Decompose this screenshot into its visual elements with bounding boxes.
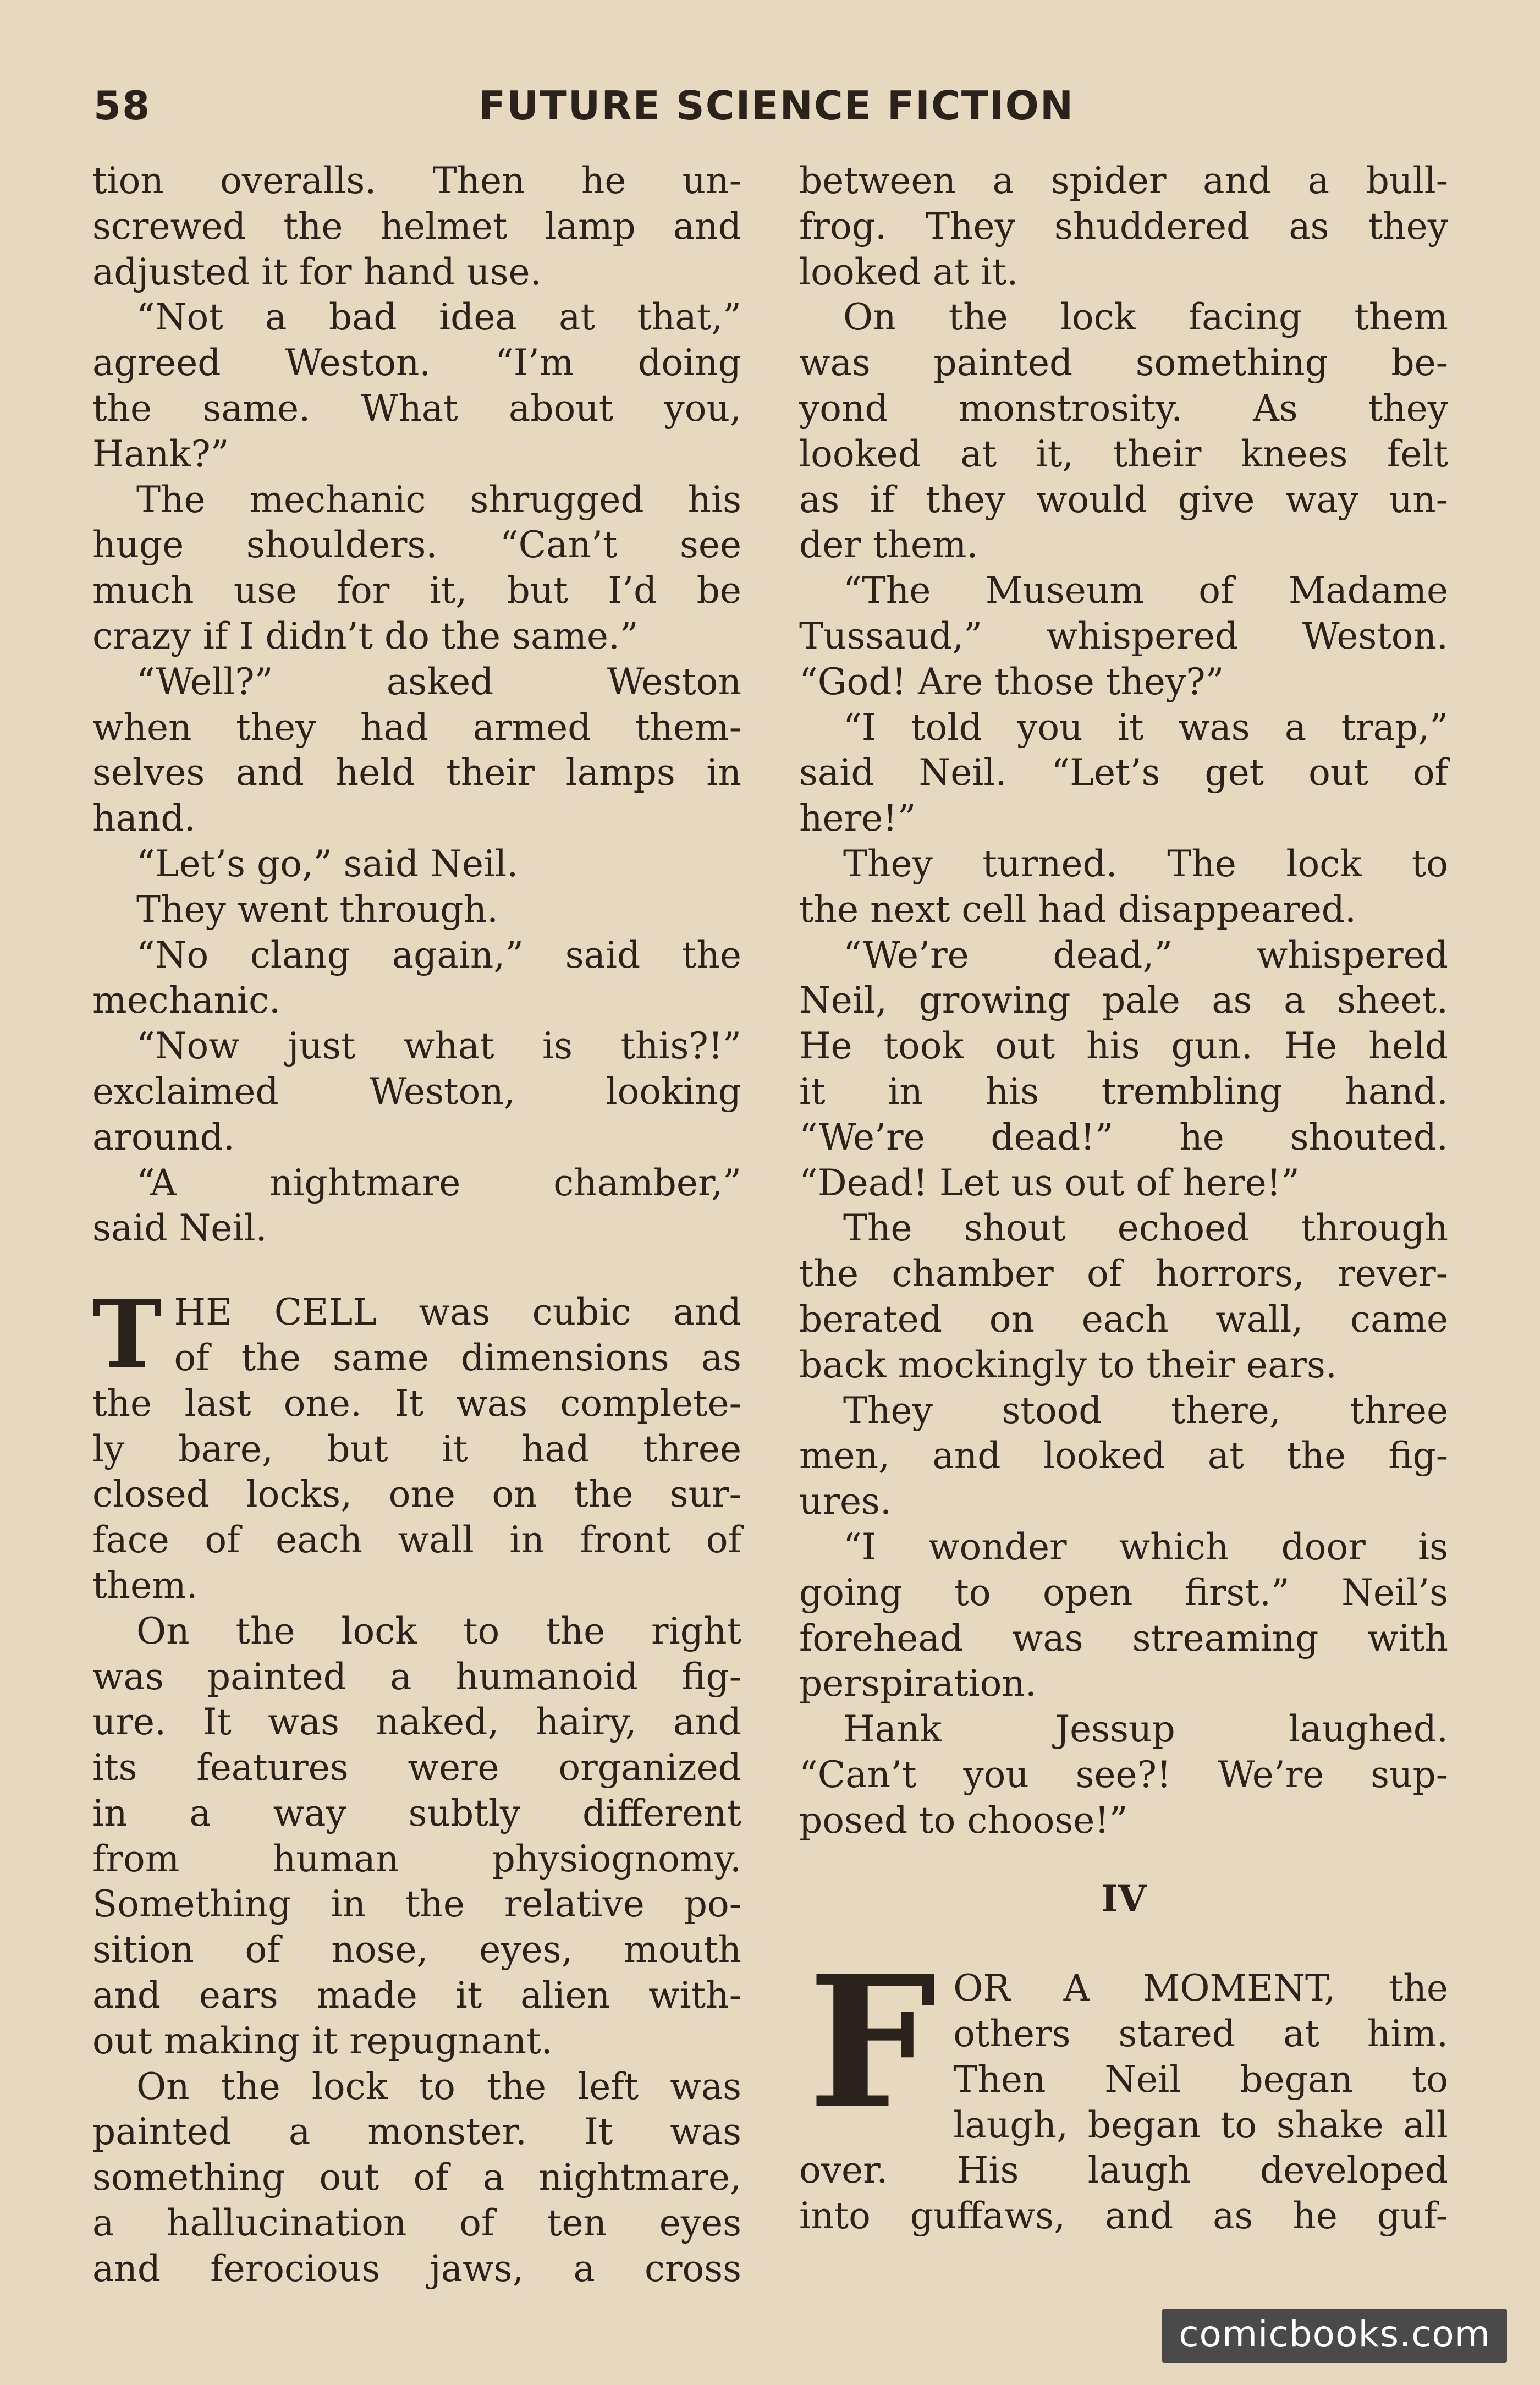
paragraph: They went through.	[136, 888, 498, 931]
section-gap	[92, 1251, 741, 1290]
paragraph: They stood there, three men, and looked at the fig- ures.	[799, 1389, 1448, 1523]
paragraph: “Not a bad idea at that,” agreed Weston. “I’m doing the same. What about you, Hank?”	[92, 296, 741, 475]
paragraph: “I wonder which door is going to open first.” Neil’s forehead was streaming with perspiration.	[799, 1525, 1448, 1705]
right-column	[799, 158, 1448, 2239]
paragraph: “Well?” asked Weston when they had armed them- selves and held their lamps in hand.	[92, 660, 741, 840]
paragraph: “Let’s go,” said Neil.	[136, 842, 519, 885]
drop-cap: T	[92, 1279, 162, 1390]
section-heading: IV	[1101, 1877, 1147, 1921]
watermark-badge: comicbooks.com	[1162, 2309, 1507, 2363]
paragraph: F OR A MOMENT, the others stared at him. Then Neil began to laugh, began to shake all over. His laugh developed into guffaws, and as he guf-	[799, 1936, 1448, 2238]
paragraph: “Now just what is this?!” exclaimed Weston, looking around.	[92, 1025, 741, 1158]
paragraph: “We’re dead,” whispered Neil, growing pale as a sheet. He took out his gun. He held it in his trembling hand. “We’re dead!” he shouted. “Dead! Let us out of here!”	[799, 933, 1448, 1204]
paragraph: On the lock facing them was painted something be- yond monstrosity. As they looked at it, their knees felt as if they would give way un- der them.	[799, 296, 1448, 567]
running-title: FUTURE SCIENCE FICTION	[479, 83, 1075, 129]
paragraph: between a spider and a bull- frog. They shuddered as they looked at it.	[799, 160, 1448, 293]
paragraph: “No clang again,” said the mechanic.	[92, 933, 741, 1022]
paragraph: Hank Jessup laughed. “Can’t you see?! We’re sup- posed to choose!”	[799, 1708, 1448, 1842]
paragraph: “I told you it was a trap,” said Neil. “Let’s get out of here!”	[799, 706, 1448, 840]
paragraph: T HE CELL was cubic and of the same dimensions as the last one. It was complete- ly bare, but it had three closed locks, one on the sur- face of each wall in front of them.	[92, 1279, 741, 1607]
paragraph: “The Museum of Madame Tussaud,” whispered Weston. “God! Are those they?”	[799, 569, 1448, 703]
paragraph: They turned. The lock to the next cell had disappeared.	[799, 842, 1448, 931]
paragraph: The mechanic shrugged his huge shoulders. “Can’t see much use for it, but I’d be crazy if I didn’t do the same.”	[92, 478, 741, 657]
paragraph: On the lock to the left was painted a monster. It was something out of a nightmare, a hallucination of ten eyes and ferocious jaws, a cross	[92, 2065, 741, 2290]
left-column	[92, 158, 741, 2292]
paragraph: The shout echoed through the chamber of horrors, rever- berated on each wall, came back mockingly to their ears.	[799, 1207, 1448, 1386]
page-number: 58	[94, 83, 151, 129]
page-header	[94, 83, 1452, 143]
paragraph: “A nightmare chamber,” said Neil.	[92, 1161, 741, 1250]
drop-cap: F	[808, 1936, 937, 2150]
paragraph: tion overalls. Then he un- screwed the helmet lamp and adjusted it for hand use.	[92, 160, 741, 293]
paragraph: On the lock to the right was painted a humanoid fig- ure. It was naked, hairy, and its features were organized in a way subtly different from human physiognomy. Something in the relative po- sition of nose, eyes, mouth and ears made it alien with- out making it repugnant.	[92, 1609, 741, 2062]
